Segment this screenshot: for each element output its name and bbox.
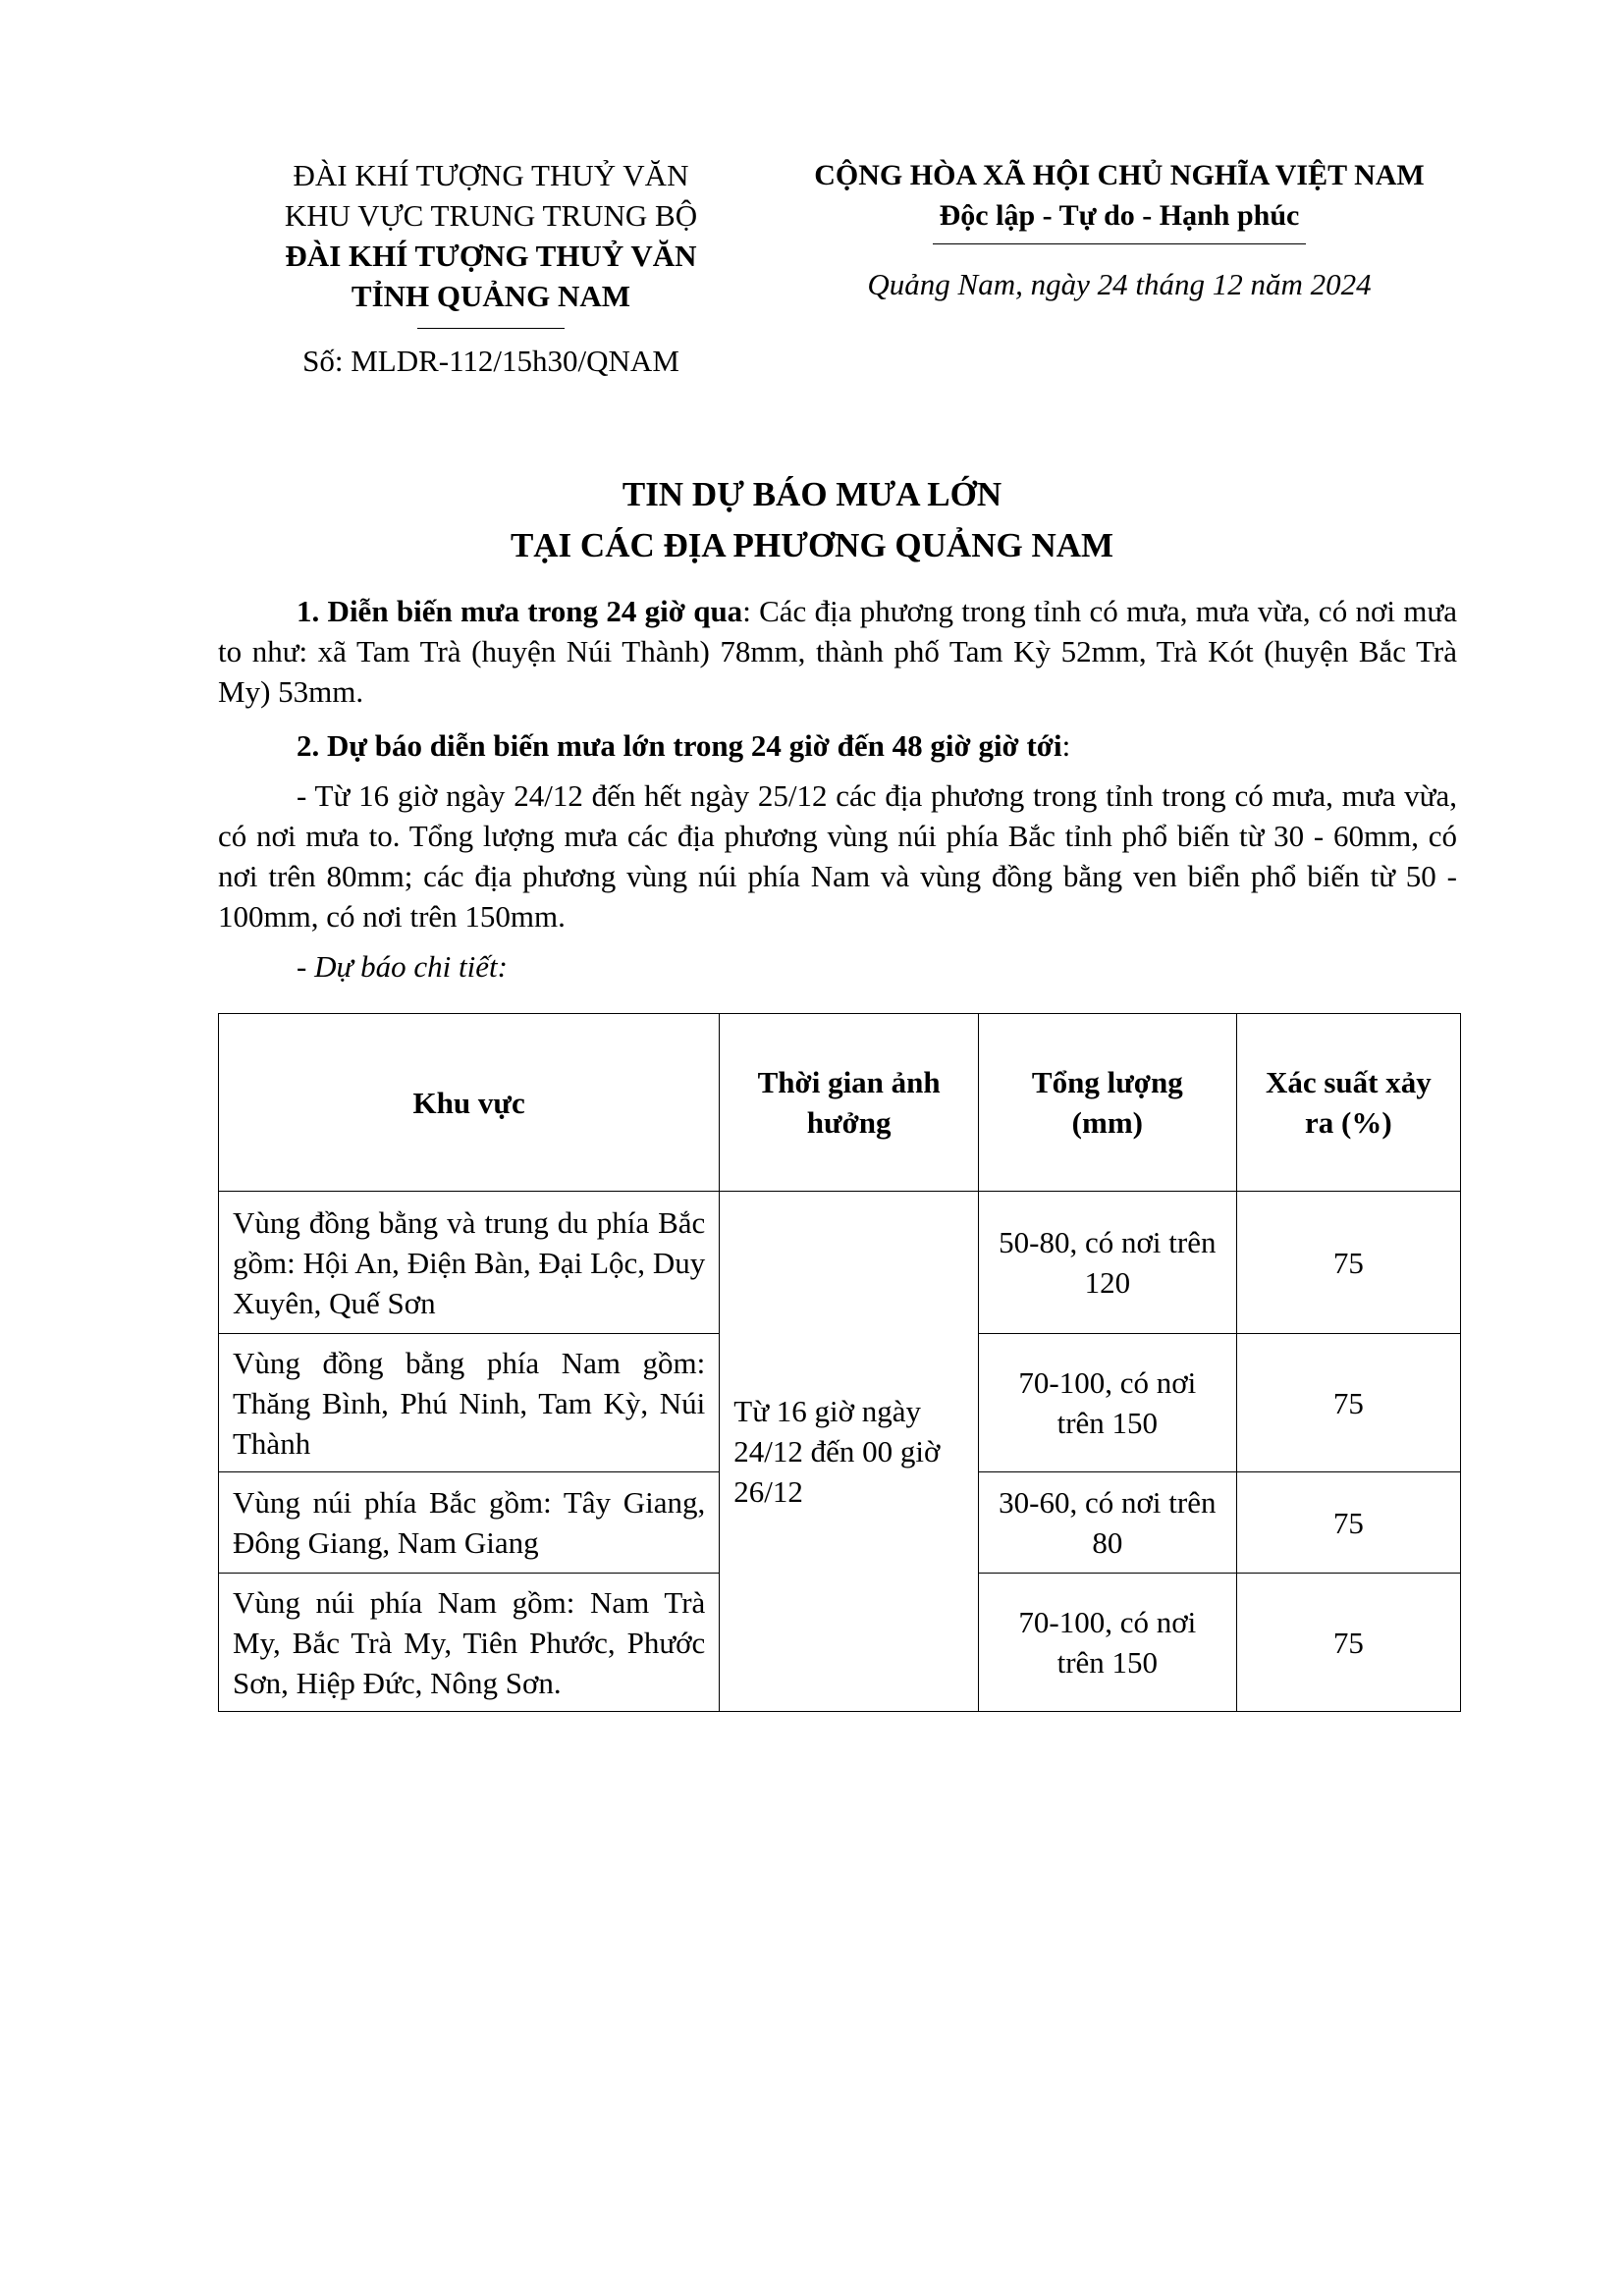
section-2-heading-suffix: : <box>1061 728 1071 763</box>
probability-cell: 75 <box>1236 1334 1460 1472</box>
document-number: Số: MLDR-112/15h30/QNAM <box>302 344 679 378</box>
table-header-row <box>219 1014 1461 1192</box>
section-2-heading-paragraph <box>218 725 1457 766</box>
header-area: Khu vực <box>219 1014 720 1192</box>
header-probability: Xác suất xảy ra (%) <box>1236 1014 1460 1192</box>
title-line-2: TẠI CÁC ĐỊA PHƯƠNG QUẢNG NAM <box>510 526 1114 564</box>
area-cell: Vùng núi phía Nam gồm: Nam Trà My, Bắc Trà My, Tiên Phước, Phước Sơn, Hiệp Đức, Nông Sơn. <box>219 1574 720 1712</box>
table-row <box>219 1192 1461 1334</box>
header-time: Thời gian ảnh hưởng <box>720 1014 979 1192</box>
agency-divider <box>417 328 565 329</box>
country-name: CỘNG HÒA XÃ HỘI CHỦ NGHĨA VIỆT NAM <box>814 159 1425 191</box>
motto-divider <box>933 243 1306 244</box>
area-cell: Vùng đồng bằng phía Nam gồm: Thăng Bình, Phú Ninh, Tam Kỳ, Núi Thành <box>219 1334 720 1472</box>
document-body <box>218 591 1457 987</box>
agency-line-1: ĐÀI KHÍ TƯỢNG THUỶ VĂN <box>293 158 689 192</box>
issue-date: Quảng Nam, ngày 24 tháng 12 năm 2024 <box>867 267 1372 301</box>
probability-cell: 75 <box>1236 1192 1460 1334</box>
agency-line-2: KHU VỰC TRUNG TRUNG BỘ <box>284 198 698 233</box>
national-motto: Độc lập - Tự do - Hạnh phúc <box>939 199 1300 232</box>
time-span-cell: Từ 16 giờ ngày 24/12 đến 00 giờ 26/12 <box>720 1192 979 1712</box>
amount-cell: 50-80, có nơi trên 120 <box>978 1192 1236 1334</box>
amount-cell: 70-100, có nơi trên 150 <box>978 1334 1236 1472</box>
section-1-paragraph <box>218 591 1457 712</box>
section-2-paragraph: - Từ 16 giờ ngày 24/12 đến hết ngày 25/12 các địa phương trong tỉnh trong có mưa, mưa vừa, có nơi mưa to. Tổng lượng mưa các địa phương vùng núi phía Bắc tỉnh phổ biến từ 30 - 60mm, có nơi trên 80mm; các địa phương vùng núi phía Nam và vùng đồng bằng ven biển phổ biến từ 50 - 100mm, có nơi trên 150mm. <box>218 778 1457 934</box>
detail-label: - Dự báo chi tiết: <box>297 949 508 984</box>
amount-cell: 70-100, có nơi trên 150 <box>978 1574 1236 1712</box>
area-cell: Vùng núi phía Bắc gồm: Tây Giang, Đông Giang, Nam Giang <box>219 1472 720 1574</box>
amount-cell: 30-60, có nơi trên 80 <box>978 1472 1236 1574</box>
agency-line-3: ĐÀI KHÍ TƯỢNG THUỶ VĂN <box>285 239 697 273</box>
section-1-text: : Các địa phương trong tỉnh có mưa, mưa vừa, có nơi mưa to như: xã Tam Trà (huyện Núi Thành) 78mm, thành phố Tam Kỳ 52mm, Trà Kót (huyện Bắc Trà My) 53mm. <box>218 594 1457 709</box>
forecast-table <box>218 1013 1461 1712</box>
section-2-heading: 2. Dự báo diễn biến mưa lớn trong 24 giờ đến 48 giờ giờ tới <box>297 728 1062 763</box>
header-amount: Tổng lượng (mm) <box>978 1014 1236 1192</box>
agency-line-4: TỈNH QUẢNG NAM <box>351 279 631 313</box>
title-line-1: TIN DỰ BÁO MƯA LỚN <box>622 475 1002 513</box>
probability-cell: 75 <box>1236 1472 1460 1574</box>
document-title <box>0 469 1624 571</box>
agency-block <box>236 155 746 381</box>
probability-cell: 75 <box>1236 1574 1460 1712</box>
area-cell: Vùng đồng bằng và trung du phía Bắc gồm: Hội An, Điện Bàn, Đại Lộc, Duy Xuyên, Quế Sơn <box>219 1192 720 1334</box>
national-block <box>805 155 1434 304</box>
section-1-heading: 1. Diễn biến mưa trong 24 giờ qua <box>297 594 743 628</box>
